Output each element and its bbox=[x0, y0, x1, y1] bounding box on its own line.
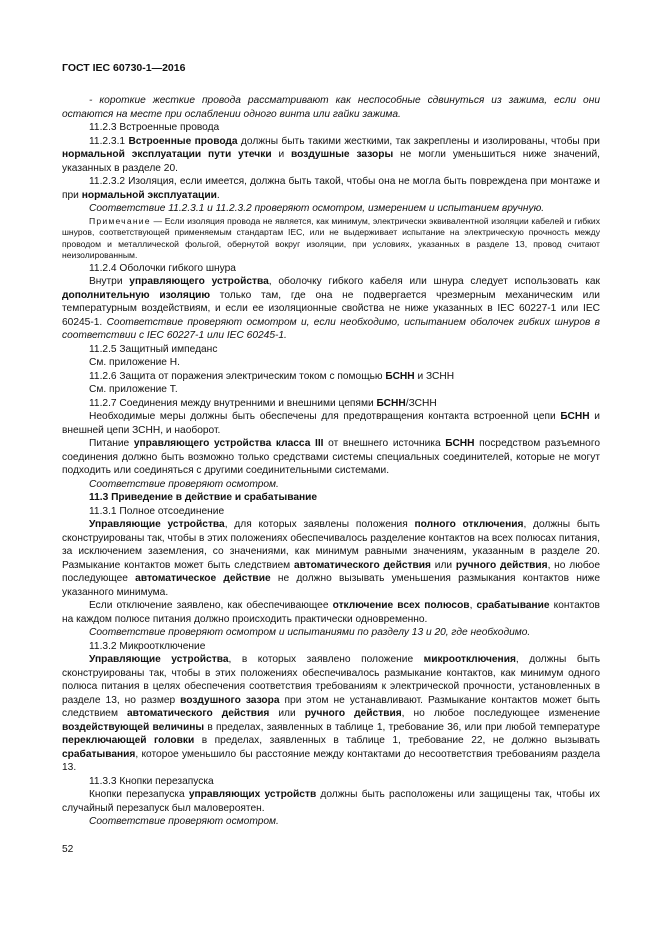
heading-11-3-1: 11.3.1 Полное отсоединение bbox=[89, 505, 225, 517]
paragraph-short-wires: - короткие жесткие провода рассматривают как неспособные сдвинуться из зажима, если они остаются на месте при ослаблении одного винта или гайки зажима. bbox=[62, 95, 600, 120]
document-body bbox=[62, 94, 600, 829]
paragraph-11-3-1-b: Если отключение заявлено, как обеспечивающее отключение всех полюсов, срабатывание контактов на каждом полюсе питания должно происходить практически одновременно. bbox=[62, 600, 600, 625]
conformity-statement-4: Соответствие проверяют осмотром. bbox=[89, 816, 279, 828]
heading-11-2-6: 11.2.6 Защита от поражения электрическим током с помощью БСНН и ЗСНН bbox=[89, 370, 455, 382]
paragraph-11-3-2: Управляющие устройства, в которых заявлено положение микроотключения, должны быть сконструированы так, чтобы в этих положениях обеспечивалось размыкание контактов, как минимум одного полюса питания в целях обеспечения соответствия требованиям к электрической прочности, установленных в разделе 13, но размер воздушного зазора при этом не устанавливают. Размыкание контактов может быть следствием автоматического действия или ручного действия, но любое последующее изменение воздействующей величины в пределах, заявленных в таблице 1, требование 36, или при любой температуре переключающей головки в пределах, заявленных в таблице 1, требование 22, не должно вызывать срабатывания, которое уменьшило бы расстояние между контактами до несоответствия требованиям раздела 13. bbox=[62, 654, 601, 774]
conformity-statement-2: Соответствие проверяют осмотром. bbox=[89, 478, 279, 490]
conformity-statement-1: Соответствие 11.2.3.1 и 11.2.3.2 проверяют осмотром, измерением и испытанием вручную. bbox=[89, 203, 545, 214]
heading-11-2-7: 11.2.7 Соединения между внутренними и внешними цепями БСНН/ЗСНН bbox=[89, 397, 437, 409]
see-annex-h: См. приложение Н. bbox=[89, 357, 180, 369]
heading-11-3-3: 11.3.3 Кнопки перезапуска bbox=[89, 775, 214, 787]
note: Примечание — Если изоляция провода не является, как минимум, электрически эквивалентной изоляции кабелей и гибких шнуров, соответствующей применяемым стандартам IEC, или не выдерживает испытание на электрическую прочность между проводом и металлической фольгой, обернутой вокруг изоляции, при условиях, указанных в разделе 13, провод считают неизолированным. bbox=[62, 215, 600, 261]
heading-11-3: 11.3 Приведение в действие и срабатывание bbox=[89, 492, 318, 504]
paragraph-11-2-7-a: Необходимые меры должны быть обеспечены для предотвращения контакта встроенной цепи БСНН и внешней цепи ЗСНН, и наоборот. bbox=[62, 411, 600, 436]
heading-11-2-3: 11.2.3 Встроенные провода bbox=[89, 122, 220, 133]
paragraph-11-2-7-b: Питание управляющего устройства класса III от внешнего источника БСНН посредством разъемного соединения должно быть возможно только средствами системы специальных соединителей, которые не могут подходить или соединяться с другими соединительными системами. bbox=[62, 438, 600, 477]
heading-11-3-2: 11.3.2 Микроотключение bbox=[89, 640, 206, 652]
paragraph-11-2-4: Внутри управляющего устройства, оболочку гибкого кабеля или шнура следует использовать как дополнительную изоляцию только там, где она не подвергается чрезмерным механическим или температурным воздействиям, и если ее изоляционные свойства не ниже указанных в IEC 60227-1 или IEC 60245-1. Соответствие проверяют осмотром и, если необходимо, испытанием оболочек гибких шнуров в соответствии с IEC 60227-1 или IEC 60245-1. bbox=[62, 276, 600, 342]
paragraph-11-2-3-2: 11.2.3.2 Изоляция, если имеется, должна быть такой, чтобы она не могла быть повреждена при монтаже и при нормальной эксплуатации. bbox=[62, 176, 600, 201]
conformity-statement-3: Соответствие проверяют осмотром и испытаниями по разделу 13 и 20, где необходимо. bbox=[89, 627, 531, 639]
note-label: Примечание bbox=[89, 215, 151, 226]
heading-11-2-5: 11.2.5 Защитный импеданс bbox=[89, 343, 218, 355]
document-header: ГОСТ IEC 60730-1—2016 bbox=[62, 62, 186, 74]
heading-11-2-4: 11.2.4 Оболочки гибкого шнура bbox=[89, 262, 236, 274]
page-number: 52 bbox=[62, 844, 74, 855]
paragraph-11-2-3-1: 11.2.3.1 Встроенные провода должны быть такими жесткими, так закреплены и изолированы, чтобы при нормальной эксплуатации пути утечки и воздушные зазоры не могли уменьшиться ниже значений, указанных в разделе 20. bbox=[62, 135, 601, 174]
paragraph-11-3-3: Кнопки перезапуска управляющих устройств должны быть расположены или защищены так, чтобы их случайный перезапуск был маловероятен. bbox=[62, 789, 600, 814]
paragraph-11-3-1-a: Управляющие устройства, для которых заявлены положения полного отключения, должны быть сконструированы так, чтобы в этих положениях обеспечивалось разделение контактов на всех полюсах питания, за исключением заземления, со значениями, как минимум равными значениям, указанным в разделе 20. Размыкание контактов может быть следствием автоматического действия или ручного действия, но любое последующее автоматическое действие не должно вызывать уменьшения размыкания контактов ниже указанного минимума. bbox=[62, 519, 600, 598]
see-annex-t: См. приложение Т. bbox=[89, 384, 178, 396]
